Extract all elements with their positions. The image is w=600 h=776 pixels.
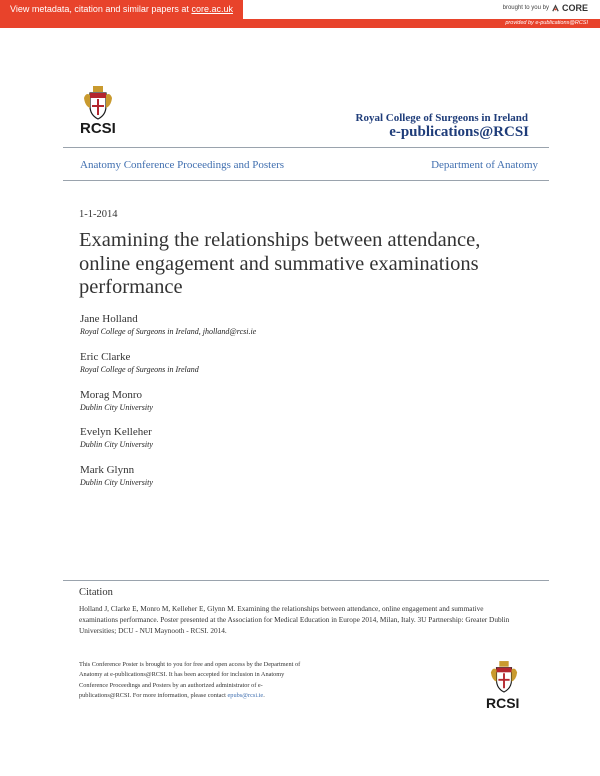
- author-name[interactable]: Jane Holland: [80, 313, 138, 325]
- author-name[interactable]: Eric Clarke: [80, 351, 131, 363]
- author-affiliation: Dublin City University: [80, 403, 153, 412]
- brought-by-text: brought to you by: [502, 5, 549, 11]
- view-metadata-link[interactable]: [0, 0, 243, 19]
- core-banner: [0, 0, 600, 19]
- nav-divider: [63, 180, 549, 181]
- footer-logo-text: RCSI: [486, 695, 520, 711]
- author-item: [80, 463, 153, 488]
- publication-date: 1-1-2014: [79, 209, 118, 220]
- author-affiliation: Royal College of Surgeons in Ireland: [80, 365, 199, 374]
- core-logo-icon: [551, 4, 560, 13]
- author-name[interactable]: Morag Monro: [80, 389, 143, 401]
- document-title: Examining the relationships between attendance, online engagement and summative examinations performance: [79, 229, 481, 298]
- author-item: [80, 312, 256, 337]
- header-divider: [63, 147, 549, 148]
- provided-by-strip: [0, 19, 600, 28]
- access-notice-text: This Conference Poster is brought to you for free and open access by the Department of Anatomy at e-publications@RCSI. It has been accepted for inclusion in Anatomy Conference Proceedings and Posters by an authorized administrator of e-publications@RCSI. For more information, please contact: [79, 661, 301, 699]
- author-item: [80, 425, 153, 450]
- institution-name[interactable]: Royal College of Surgeons in Ireland: [355, 112, 528, 124]
- core-ac-uk-link[interactable]: core.ac.uk: [191, 4, 233, 14]
- contact-email-link[interactable]: epubs@rcsi.ie: [227, 691, 264, 699]
- view-metadata-prefix: View metadata, citation and similar papers at: [10, 4, 192, 14]
- author-affiliation: Dublin City University: [80, 478, 153, 487]
- series-link[interactable]: Anatomy Conference Proceedings and Posters: [80, 159, 285, 171]
- author-name[interactable]: Evelyn Kelleher: [80, 426, 152, 438]
- brought-by-core[interactable]: [503, 3, 588, 13]
- core-label: CORE: [561, 3, 588, 13]
- footer-rcsi-crest-icon: [489, 661, 519, 693]
- author-item: [80, 350, 199, 375]
- access-notice-end: .: [263, 691, 265, 699]
- citation-heading: Citation: [79, 587, 113, 598]
- repository-name[interactable]: e-publications@RCSI: [389, 124, 529, 140]
- access-notice: [79, 660, 309, 701]
- author-item: [80, 388, 153, 413]
- department-link[interactable]: Department of Anatomy: [431, 159, 538, 171]
- author-name[interactable]: Mark Glynn: [80, 464, 135, 476]
- header-logo-text: RCSI: [80, 120, 116, 137]
- citation-divider: [63, 580, 549, 581]
- rcsi-crest-icon: [82, 86, 114, 120]
- author-affiliation: Royal College of Surgeons in Ireland, jholland@rcsi.ie: [80, 327, 257, 336]
- citation-text: Holland J, Clarke E, Monro M, Kelleher E, Glynn M. Examining the relationships between attendance, online engagement and summative examinations performance. Poster presented at the Association for Medical Education in Europe 2014, Milan, Italy. 3U Partnership: Greater Dublin Universities; DCU - NUI Maynooth - RCSI. 2014.: [79, 604, 510, 636]
- provided-by-text: provided by e-publications@RCSI: [505, 20, 588, 26]
- author-affiliation: Dublin City University: [80, 440, 153, 449]
